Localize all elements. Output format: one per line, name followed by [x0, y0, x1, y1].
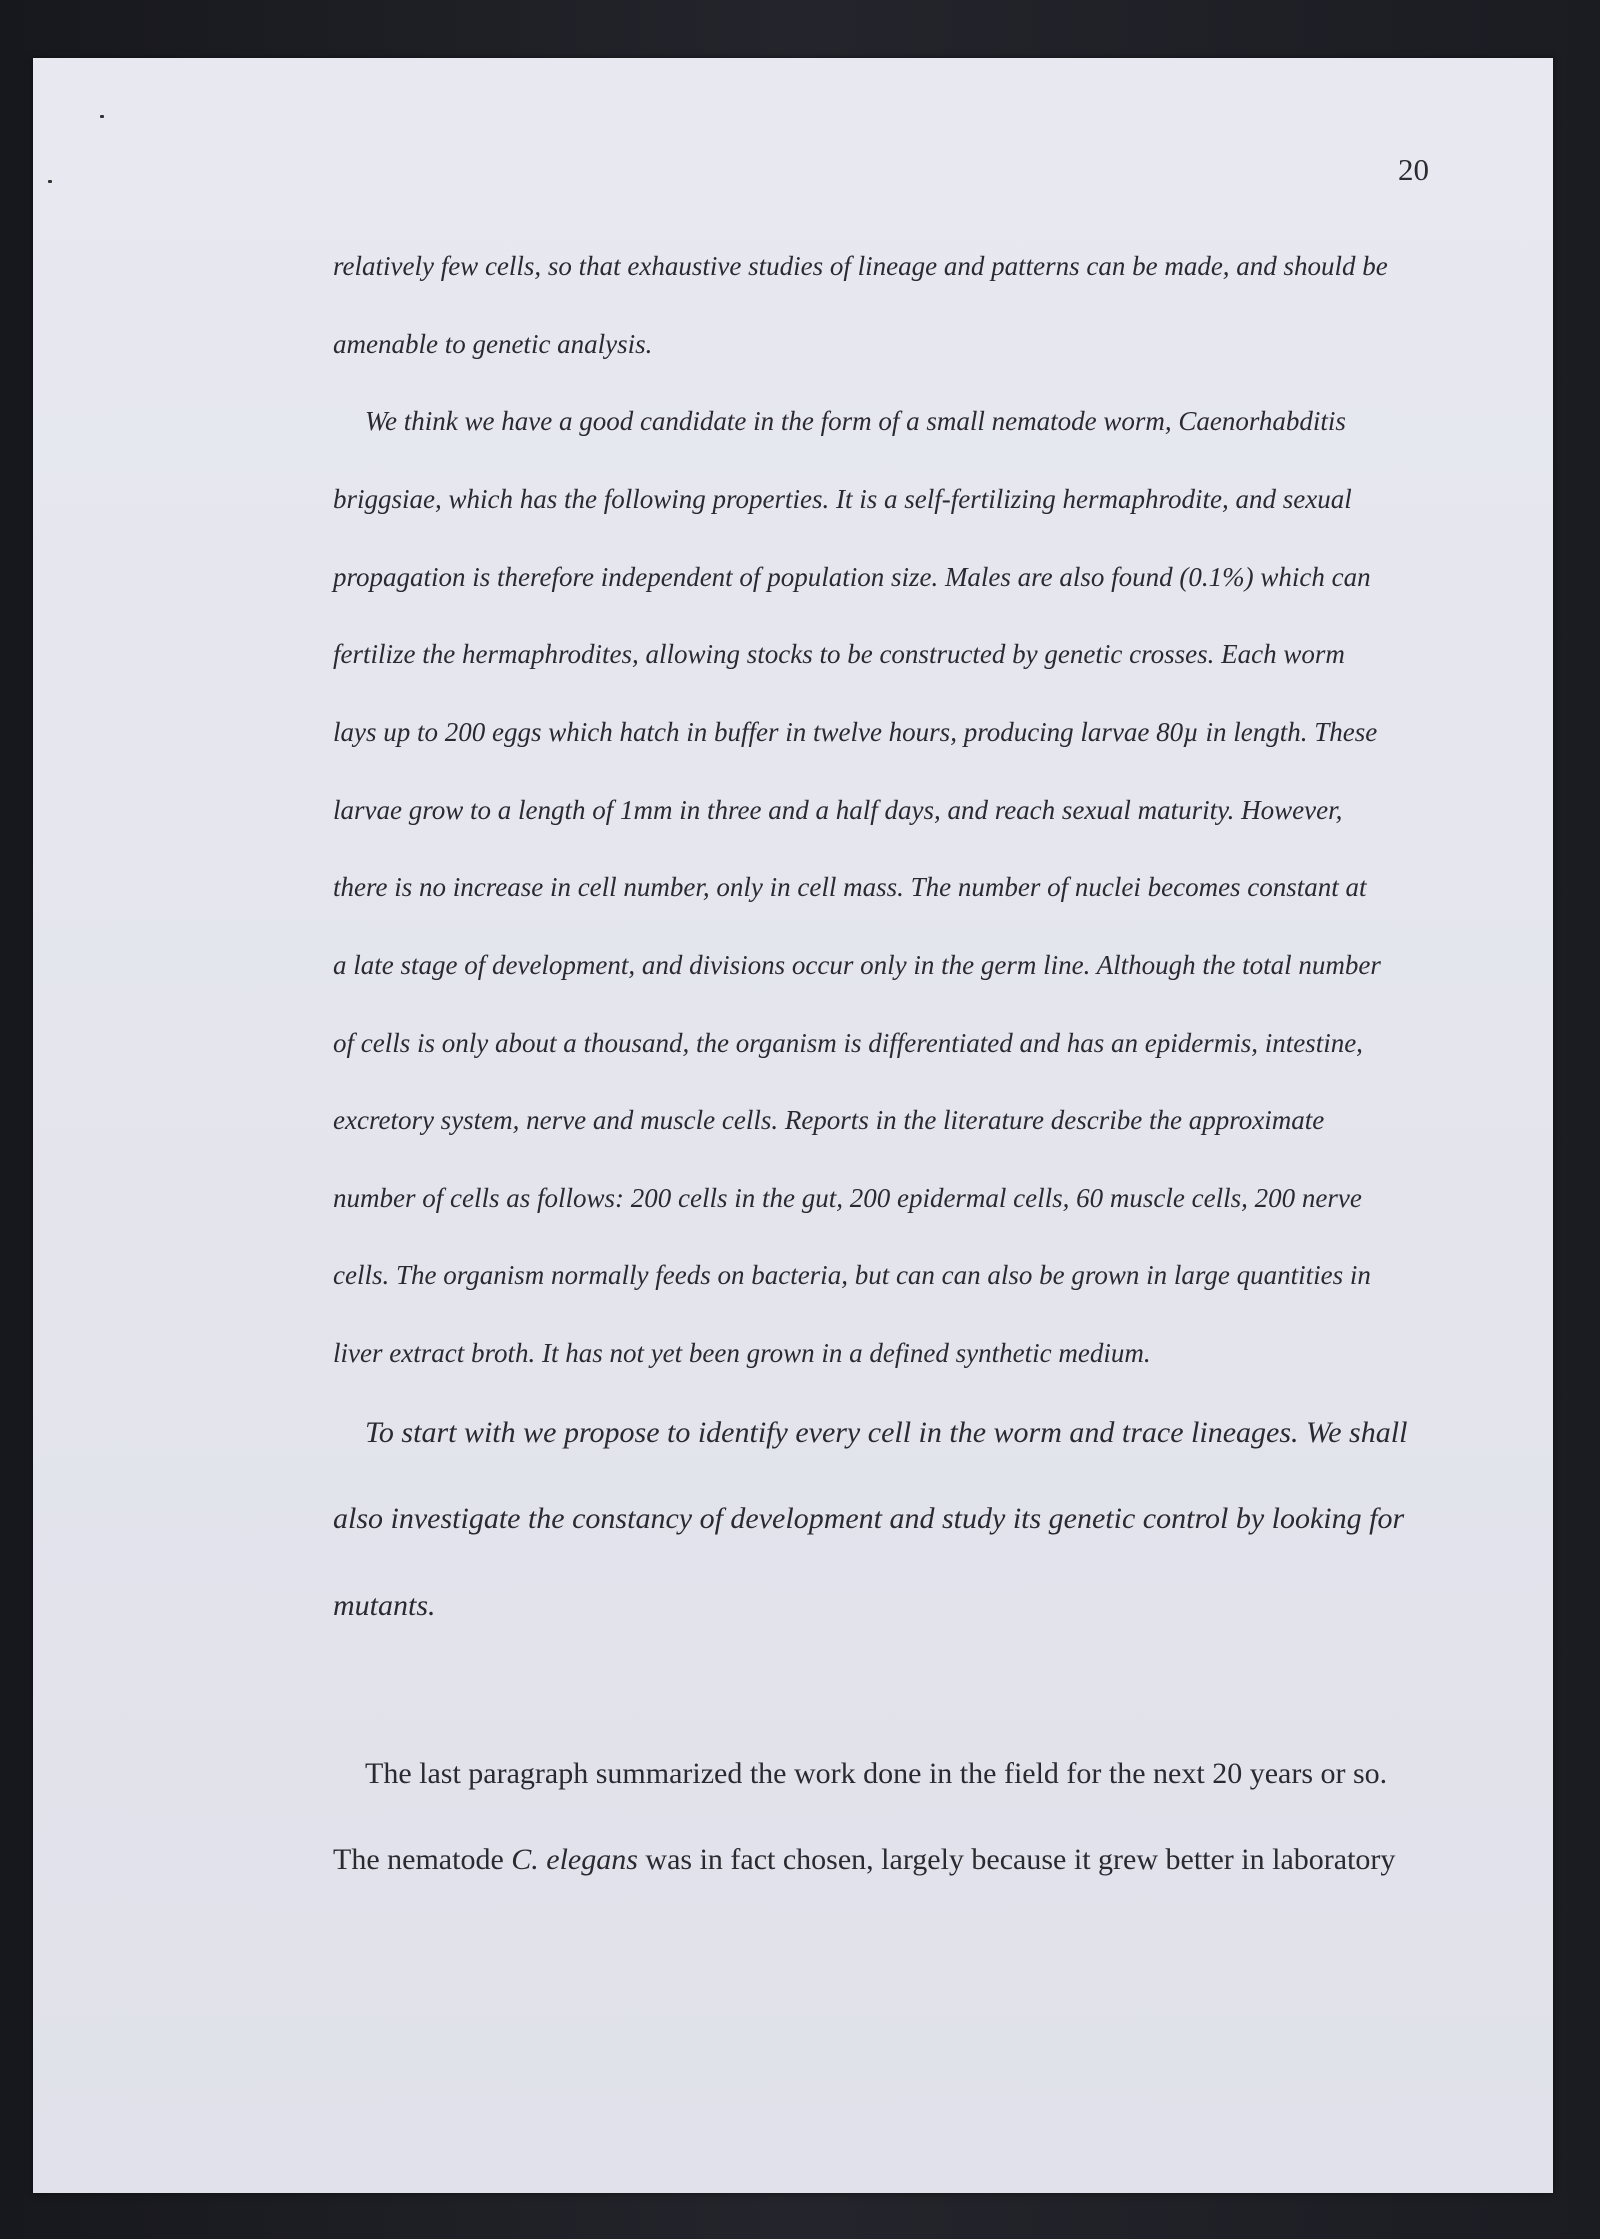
- quote-line: briggsiae, which has the following properties. It is a self-fertilizing hermaphrodite, and sexual: [333, 484, 1352, 514]
- quote-large-line: To start with we propose to identify every cell in the worm and trace lineages. We shall: [365, 1416, 1408, 1449]
- scan-speck: [100, 115, 104, 118]
- quote-line: propagation is therefore independent of population size. Males are also found (0.1%) which can: [333, 562, 1371, 592]
- quote-large-line: also investigate the constancy of development and study its genetic control by looking for: [333, 1502, 1405, 1535]
- quote-line: fertilize the hermaphrodites, allowing stocks to be constructed by genetic crosses. Each worm: [333, 639, 1345, 669]
- scan-speck: [48, 180, 52, 183]
- quote-line: a late stage of development, and divisions occur only in the germ line. Although the total number: [333, 950, 1381, 980]
- quote-line: larvae grow to a length of 1mm in three and a half days, and reach sexual maturity. However,: [333, 795, 1343, 825]
- quote-line: liver extract broth. It has not yet been grown in a defined synthetic medium.: [333, 1338, 1151, 1368]
- quote-line: lays up to 200 eggs which hatch in buffer in twelve hours, producing larvae 80µ in length. These: [333, 717, 1378, 747]
- page-number: 20: [1398, 152, 1429, 187]
- body-line: The last paragraph summarized the work done in the field for the next 20 years or so.: [365, 1757, 1388, 1790]
- species-name: C. elegans: [511, 1843, 638, 1876]
- quote-line: amenable to genetic analysis.: [333, 329, 653, 359]
- quote-line: there is no increase in cell number, only in cell mass. The number of nuclei becomes constant at: [333, 872, 1367, 902]
- body-text: The nematode: [333, 1843, 512, 1876]
- quote-line: relatively few cells, so that exhaustive studies of lineage and patterns can be made, and should be: [333, 251, 1388, 281]
- quote-large-line: mutants.: [333, 1589, 436, 1622]
- quote-line: We think we have a good candidate in the form of a small nematode worm, Caenorhabditis: [365, 406, 1346, 436]
- quote-line: excretory system, nerve and muscle cells. Reports in the literature describe the approximate: [333, 1105, 1325, 1135]
- quote-line: of cells is only about a thousand, the organism is differentiated and has an epidermis, intestine,: [333, 1028, 1363, 1058]
- quote-line: number of cells as follows: 200 cells in the gut, 200 epidermal cells, 60 muscle cells, 200 nerve: [333, 1183, 1362, 1213]
- body-line: [333, 1843, 1395, 1877]
- quote-line: cells. The organism normally feeds on bacteria, but can can also be grown in large quantities in: [333, 1260, 1371, 1290]
- body-text: was in fact chosen, largely because it grew better in laboratory: [637, 1843, 1396, 1876]
